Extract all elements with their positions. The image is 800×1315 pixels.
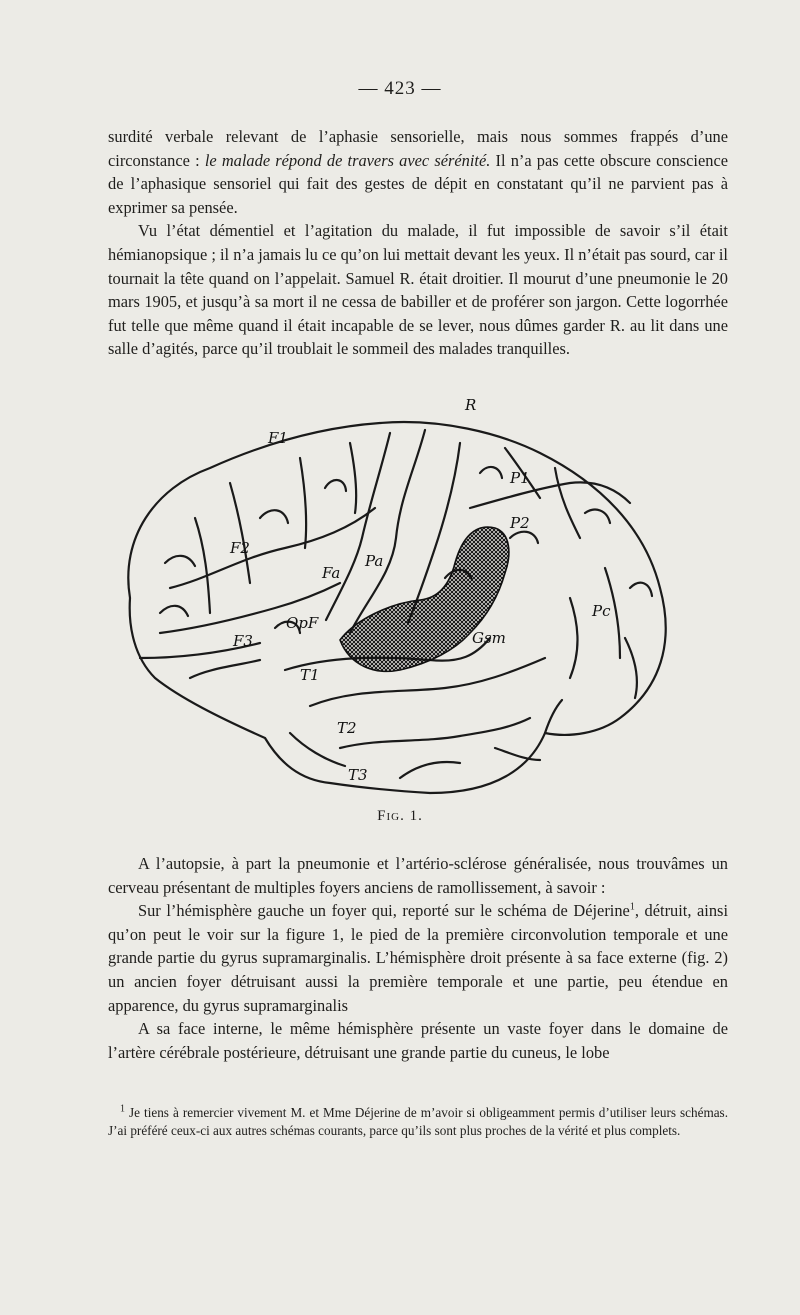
label-f1: F1 (268, 429, 288, 447)
figure-caption: Fig. 1. (377, 808, 423, 824)
label-f2: F2 (230, 539, 250, 557)
paragraph-2: Vu l’état démentiel et l’agitation du malade, il fut impossible de savoir s’il était hémianopsique ; il n’a jamais lu ce qu’on lui mettait devant les yeux. Il n’était pas sourd, car il tournait la tête quand on l’appelait. Samuel R. était droitier. Il mourut d’une pneumonie le 20 mars 1905, et jusqu’à sa mort il ne cessa de babiller et de proférer son jargon. Cette logorrhée fut telle que même quand il était incapable de se lever, nous dûmes garder R. au lit dans une salle d’agités, parce qu’il troublait le sommeil des malades tranquilles. (108, 221, 728, 359)
text-block-top (108, 125, 728, 361)
brain-figure (100, 388, 720, 798)
label-t3: T3 (348, 766, 368, 784)
emphasis-text: le malade répond de travers avec sérénité. (204, 150, 491, 170)
paragraph-1: surdité verbale relevant de l’aphasie sensorielle, mais nous sommes frappés d’une circonstance : le malade répond de travers avec sérénité. Il n’a pas cette obscure conscience de l’aphasique sensoriel qui fait des gestes de dépit en constatant qu’il ne parvient pas à exprimer sa pensée. (108, 127, 728, 217)
footnote (108, 1104, 728, 1139)
label-t2: T2 (337, 719, 357, 737)
text-block-bottom (108, 852, 728, 1064)
label-p1: P1 (510, 469, 530, 487)
footnote-marker: 1 (120, 1103, 125, 1115)
label-pc: Pc (592, 602, 611, 620)
label-p2: P2 (510, 514, 530, 532)
label-gsm: Gsm (472, 629, 506, 647)
paragraph-5: A sa face interne, le même hémisphère présente un vaste foyer dans le domaine de l’artère cérébrale postérieure, détruisant une grande partie du cuneus, le lobe (108, 1019, 728, 1062)
label-opf: OpF (286, 614, 319, 632)
footnote-text: Je tiens à remercier vivement M. et Mme Déjerine de m’avoir si obligeamment permis d’utiliser leurs schémas. J’ai préféré ceux-ci aux autres schémas courants, parce qu’ils sont plus proches de la vérité et plus complets. (108, 1105, 728, 1138)
paragraph-3: A l’autopsie, à part la pneumonie et l’artério-sclérose généralisée, nous trouvâmes un cerveau présentant de multiples foyers anciens de ramollissement, à savoir : (108, 854, 728, 897)
label-pa: Pa (365, 552, 384, 570)
page-number: — 423 — (358, 78, 442, 99)
label-fa: Fa (322, 564, 341, 582)
brain-diagram (100, 388, 720, 798)
lesion-area (340, 527, 509, 671)
label-r: R (465, 396, 477, 414)
label-t1: T1 (300, 666, 320, 684)
footnote-reference: 1 (629, 901, 635, 913)
paragraph-4: Sur l’hémisphère gauche un foyer qui, reporté sur le schéma de Déjerine$^1$, détruit, ainsi qu’on peut le voir sur la figure 1, le pied de la première circonvolution temporale et une grande partie du gyrus supramarginalis. L’hémisphère droit présente à sa face externe (fig. 2) un ancien foyer détruisant aussi la première temporale et une partie, peu étendue en apparence, du gyrus supramarginalis (108, 901, 728, 1015)
label-f3: F3 (233, 632, 253, 650)
